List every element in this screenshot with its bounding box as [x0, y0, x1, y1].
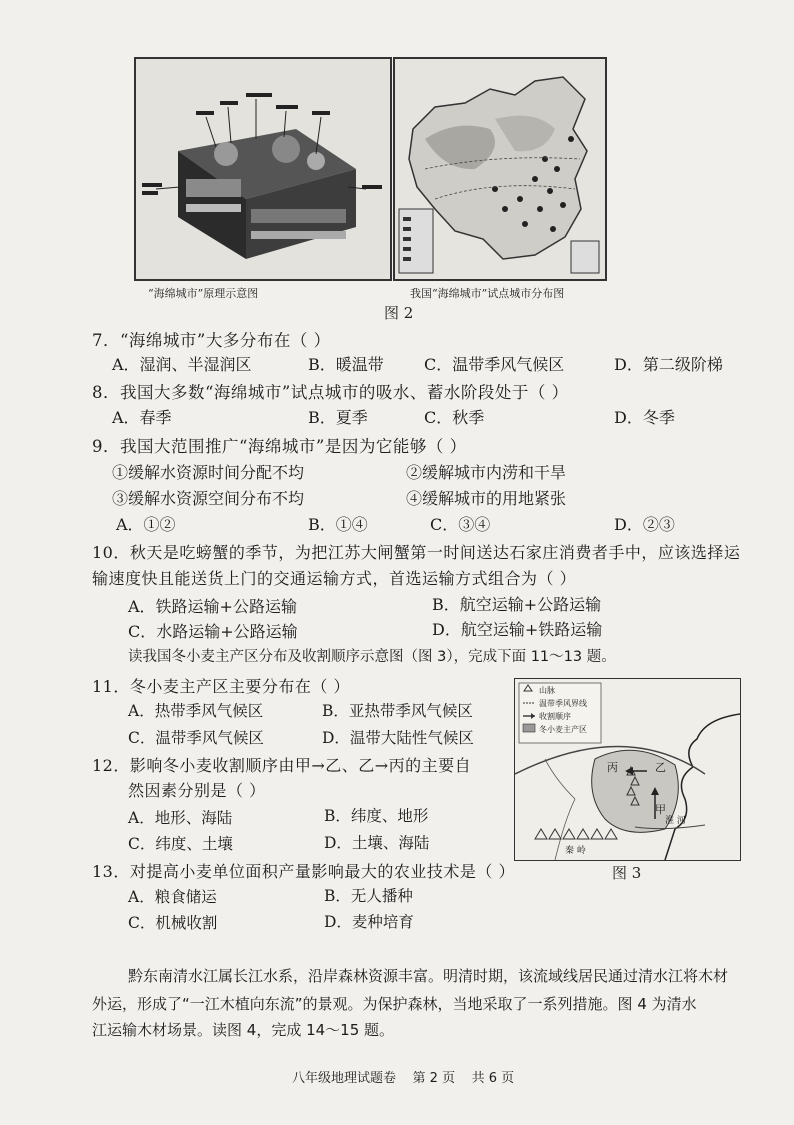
q12-option-c[interactable]: C．纬度、土壤	[128, 835, 233, 853]
label-huaihe: 淮 河	[665, 816, 686, 826]
q13-stem: 13．对提高小麦单位面积产量影响最大的农业技术是（ ）	[92, 862, 515, 881]
legend-climate-boundary: 温带季风界线	[539, 699, 587, 708]
q10-option-c[interactable]: C．水路运输+公路运输	[128, 622, 298, 641]
q11-option-d[interactable]: D．温带大陆性气候区	[322, 729, 474, 747]
legend-mountain: 山脉	[539, 686, 555, 695]
q9-option-b[interactable]: B．①④	[308, 515, 368, 534]
q10-option-a[interactable]: A．铁路运输+公路运输	[128, 597, 297, 616]
q11-stem: 11．冬小麦主产区主要分布在（ ）	[92, 677, 350, 696]
q10-stem-line2: 输速度快且能送货上门的交通运输方式，首选运输方式组合为（ ）	[92, 569, 577, 588]
pilot-city-map	[393, 57, 607, 281]
passage-line2: 外运，形成了“一江木植向东流”的景观。为保护森林，当地采取了一系列措施。图 4 为清水	[92, 995, 697, 1013]
q11-option-a[interactable]: A．热带季风气候区	[128, 702, 264, 720]
label-bing: 丙	[607, 761, 618, 774]
legend-harvest-order: 收割顺序	[539, 712, 571, 721]
q7-option-b[interactable]: B．暖温带	[308, 355, 384, 374]
q7-option-d[interactable]: D．第二级阶梯	[614, 355, 723, 374]
q8-stem: 8．我国大多数“海绵城市”试点城市的吸水、蓄水阶段处于（ ）	[92, 383, 569, 402]
q13-option-d[interactable]: D．麦种培育	[324, 913, 414, 931]
q12-option-d[interactable]: D．土壤、海陆	[324, 834, 430, 852]
q9-statement-3: ③缓解水资源空间分布不均	[112, 489, 305, 508]
legend-wheat-region: 冬小麦主产区	[539, 725, 587, 734]
q12-stem-line1: 12．影响冬小麦收割顺序由甲→乙、乙→丙的主要自	[92, 756, 472, 775]
sponge-city-diagram	[134, 57, 392, 281]
q7-stem: 7．“海绵城市”大多分布在（ ）	[92, 331, 331, 350]
q10-option-d[interactable]: D．航空运输+铁路运输	[432, 620, 603, 639]
label-yi: 乙	[655, 761, 666, 774]
pilot-map-caption: 我国“海绵城市”试点城市分布图	[410, 287, 565, 300]
q7-option-c[interactable]: C．温带季风气候区	[424, 355, 565, 374]
q9-option-c[interactable]: C．③④	[430, 515, 491, 534]
q12-option-a[interactable]: A．地形、海陆	[128, 809, 233, 827]
q13-option-a[interactable]: A．粮食储运	[128, 888, 217, 906]
figure-3-title: 图 3	[612, 864, 642, 882]
sponge-diagram-caption: “海绵城市”原理示意图	[148, 287, 259, 300]
page-footer: 八年级地理试题卷 第 2 页 共 6 页	[292, 1071, 515, 1086]
q9-statement-2: ②缓解城市内涝和干旱	[406, 463, 567, 482]
q9-statement-1: ①缓解水资源时间分配不均	[112, 463, 305, 482]
label-jia: 甲	[655, 803, 666, 816]
q8-option-d[interactable]: D．冬季	[614, 408, 675, 427]
q10-option-b[interactable]: B．航空运输+公路运输	[432, 595, 602, 614]
q11-option-b[interactable]: B．亚热带季风气候区	[322, 702, 473, 720]
q7-option-a[interactable]: A．湿润、半湿润区	[112, 355, 252, 374]
figure-2-title: 图 2	[384, 304, 414, 322]
q8-option-c[interactable]: C．秋季	[424, 408, 485, 427]
sponge-city-diagram-art	[136, 59, 390, 279]
intro-11-13: 读我国冬小麦主产区分布及收割顺序示意图（图 3），完成下面 11～13 题。	[128, 649, 616, 665]
q13-option-b[interactable]: B．无人播种	[324, 887, 413, 905]
passage-line3: 江运输木材场景。读图 4，完成 14～15 题。	[92, 1021, 395, 1039]
winter-wheat-map	[514, 678, 741, 861]
q9-statement-4: ④缓解城市的用地紧张	[406, 489, 567, 508]
q12-option-b[interactable]: B．纬度、地形	[324, 807, 429, 825]
q8-option-b[interactable]: B．夏季	[308, 408, 368, 427]
q8-option-a[interactable]: A．春季	[112, 408, 172, 427]
passage-line1: 黔东南清水江属长江水系，沿岸森林资源丰富。明清时期，该流域线居民通过清水江将木材	[128, 967, 729, 985]
q9-option-a[interactable]: A．①②	[116, 515, 176, 534]
q13-option-c[interactable]: C．机械收割	[128, 914, 218, 932]
q10-stem-line1: 10．秋天是吃螃蟹的季节，为把江苏大闸蟹第一时间送达石家庄消费者手中，应该选择运	[92, 543, 741, 562]
q12-stem-line2: 然因素分别是（ ）	[128, 781, 266, 800]
q11-option-c[interactable]: C．温带季风气候区	[128, 729, 264, 747]
q9-stem: 9．我国大范围推广“海绵城市”是因为它能够（ ）	[92, 437, 467, 456]
q9-option-d[interactable]: D．②③	[614, 515, 675, 534]
label-qinling: 秦 岭	[565, 846, 586, 856]
pilot-city-map-art	[395, 59, 605, 279]
